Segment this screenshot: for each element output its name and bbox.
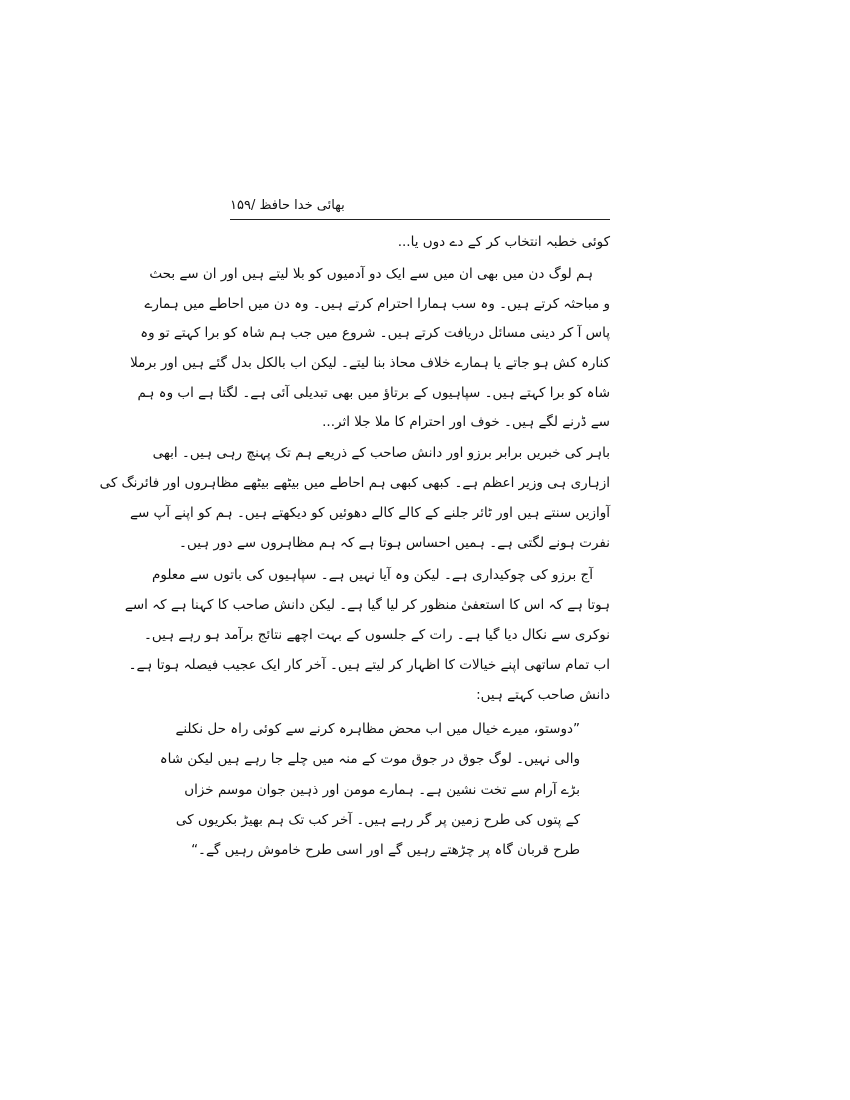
text-line: آج برزو کی چوکیداری ہے۔ لیکن وہ آیا نہیں ہے۔ سپاہیوں کی باتوں سے معلوم bbox=[152, 567, 593, 583]
header-divider bbox=[230, 219, 610, 220]
text-line: نوکری سے نکال دیا گیا ہے۔ رات کے جلسوں کے بہت اچھے نتائج برآمد ہو رہے ہیں۔ bbox=[143, 627, 610, 643]
text-line: کنارہ کش ہو جاتے یا ہمارے خلاف محاذ بنا لیتے۔ لیکن اب بالکل بدل گئے ہیں اور برملا bbox=[130, 355, 610, 371]
text-line: شاہ کو برا کہتے ہیں۔ سپاہیوں کے برتاؤ میں بھی تبدیلی آئی ہے۔ لگتا ہے اب وہ ہم bbox=[137, 385, 610, 401]
text-line: سے ڈرنے لگے ہیں۔ خوف اور احترام کا ملا جلا اثر... bbox=[322, 414, 610, 430]
text-line: ہوتا ہے کہ اس کا استعفیٰ منظور کر لیا گیا ہے۔ لیکن دانش صاحب کا کہنا ہے کہ اسے bbox=[124, 597, 610, 613]
text-line: اب تمام ساتھی اپنے خیالات کا اظہار کر لیتے ہیں۔ آخر کار ایک عجیب فیصلہ ہوتا ہے۔ bbox=[128, 657, 610, 673]
text-line: باہر کی خبریں برابر برزو اور دانش صاحب کے ذریعے ہم تک پہنچ رہی ہیں۔ ابھی bbox=[152, 445, 610, 461]
text-line: دانش صاحب کہتے ہیں: bbox=[476, 687, 610, 703]
text-line: پاس آ کر دینی مسائل دریافت کرتے ہیں۔ شروع میں جب ہم شاہ کو برا کہتے تو وہ bbox=[140, 325, 610, 341]
quote-line: بڑے آرام سے تخت نشین ہے۔ ہمارے مومن اور ذہین جوان موسم خزاں bbox=[184, 782, 580, 798]
text-line: و مباحثہ کرتے ہیں۔ وہ سب ہمارا احترام کرتے ہیں۔ وہ دن میں احاطے میں ہمارے bbox=[144, 296, 610, 312]
running-title: بھائی خدا حافظ /۱۵۹ bbox=[230, 198, 345, 213]
text-line: آوازیں سنتے ہیں اور ٹائر جلنے کے کالے کالے دھوئیں کو دیکھتے ہیں۔ ہم کو اپنے آپ سے bbox=[130, 505, 610, 521]
page-header bbox=[230, 196, 610, 220]
text-line: کوئی خطبہ انتخاب کر کے دے دوں یا... bbox=[397, 234, 610, 250]
quote-line: ”دوستو، میرے خیال میں اب محض مظاہرہ کرنے سے کوئی راہ حل نکلنے bbox=[175, 721, 580, 737]
quote-line: کے پتوں کی طرح زمین پر گر رہے ہیں۔ آخر کب تک ہم بھیڑ بکریوں کی bbox=[175, 812, 580, 828]
quote-line: طرح قربان گاہ پر چڑھتے رہیں گے اور اسی طرح خاموش رہیں گے۔“ bbox=[191, 842, 580, 858]
quote-line: والی نہیں۔ لوگ جوق در جوق موت کے منہ میں چلے جا رہے ہیں لیکن شاہ bbox=[159, 751, 580, 767]
text-line: ہم لوگ دن میں بھی ان میں سے ایک دو آدمیوں کو بلا لیتے ہیں اور ان سے بحث bbox=[149, 266, 593, 282]
text-line: ازہاری ہی وزیر اعظم ہے۔ کبھی کبھی ہم احاطے میں بیٹھے بیٹھے مظاہروں اور فائرنگ کی bbox=[99, 475, 610, 491]
text-line: نفرت ہونے لگتی ہے۔ ہمیں احساس ہوتا ہے کہ ہم مظاہروں سے دور ہیں۔ bbox=[179, 535, 610, 551]
